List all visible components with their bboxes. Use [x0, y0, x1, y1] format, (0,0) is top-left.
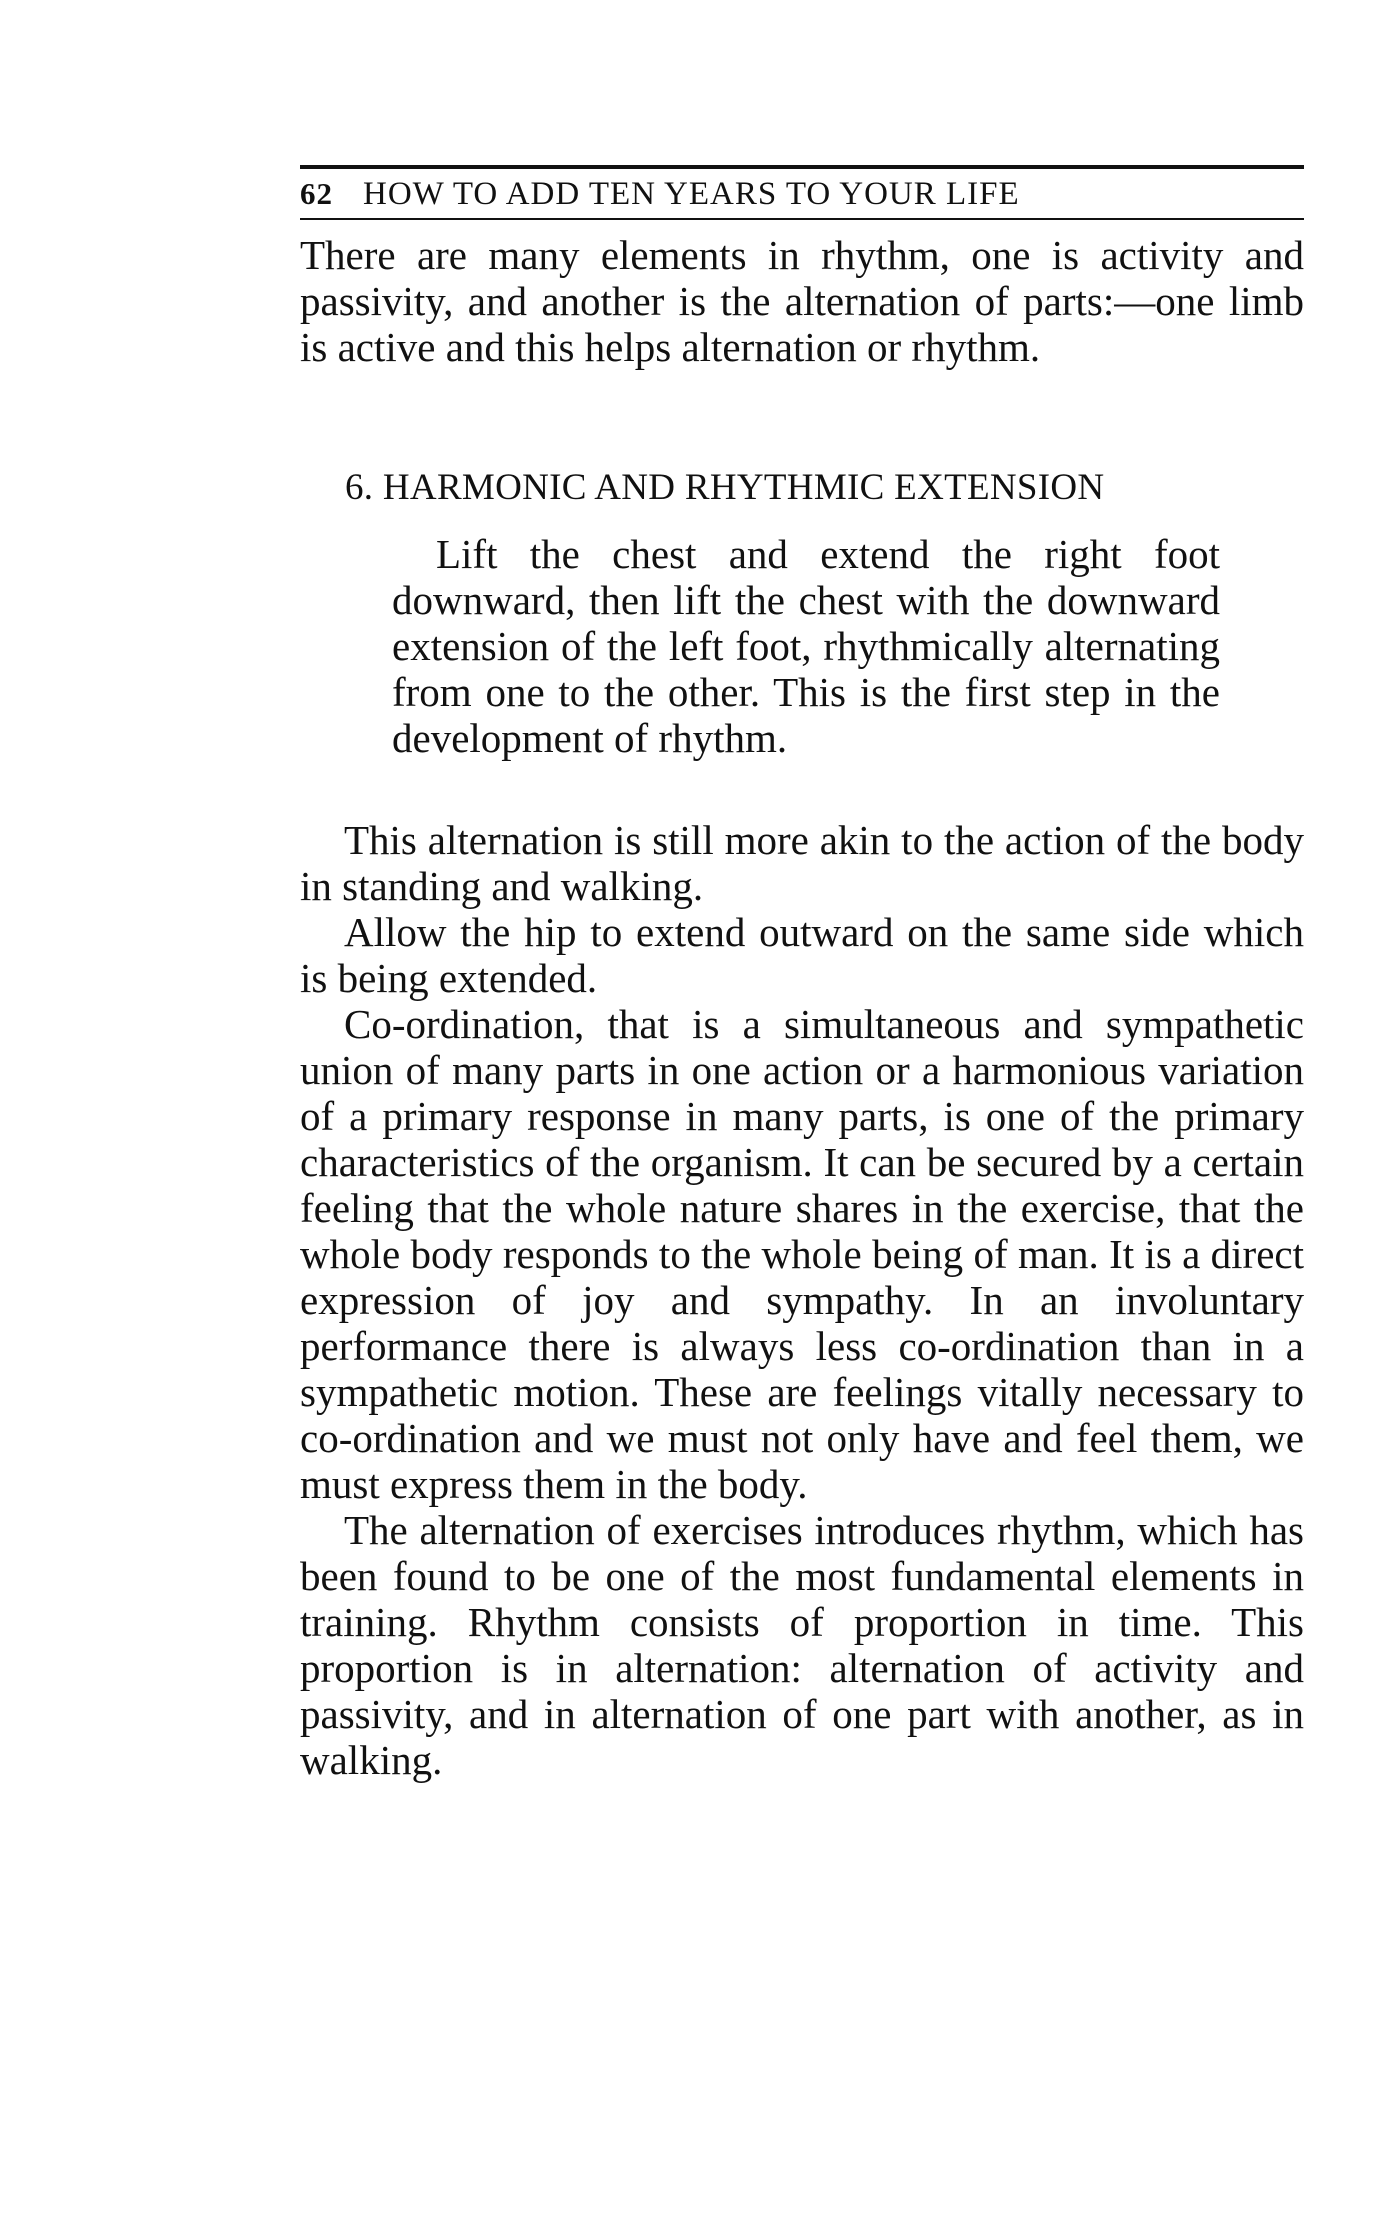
main-text: [300, 817, 1304, 1783]
intro-paragraph: There are many elements in rhythm, one is activity and passivity, and another is the alternation of parts:—one limb is active and this helps alternation or rhythm.: [300, 232, 1304, 370]
running-title: HOW TO ADD TEN YEARS TO YOUR LIFE: [363, 176, 1020, 212]
paragraph-rhythm: The alternation of exercises introduces rhythm, which has been found to be one of the most fundamental elements in training. Rhythm consists of proportion in time. This proportion is in alternation: alternation of activity and passivity, and in alternation of one part with another, as in walking.: [300, 1507, 1304, 1783]
exercise-instruction: Lift the chest and extend the right foot downward, then lift the chest with the downward extension of the left foot, rhythmically alternating from one to the other. This is the first step in the development of rhythm.: [392, 531, 1220, 761]
intro-block: [300, 232, 1304, 370]
section-heading: 6. HARMONIC AND RHYTHMIC EXTENSION: [345, 467, 1105, 508]
paragraph-hip: Allow the hip to extend outward on the same side which is being extended.: [300, 909, 1304, 1001]
paragraph-coordination: Co-ordination, that is a simultaneous and sympathetic union of many parts in one action or a harmonious variation of a primary response in many parts, is one of the primary characteristics of the organism. It can be secured by a certain feeling that the whole nature shares in the exercise, that the whole body responds to the whole being of man. It is a direct expression of joy and sympathy. In an involuntary performance there is always less co-ordination than in a sympathetic motion. These are feelings vitally necessary to co-ordination and we must not only have and feel them, we must express them in the body.: [300, 1001, 1304, 1507]
header-top-rule: [300, 165, 1304, 169]
running-head: [300, 172, 1304, 216]
header-bottom-rule: [300, 218, 1304, 220]
paragraph-alternation: This alternation is still more akin to the action of the body in standing and walking.: [300, 817, 1304, 909]
page-number: 62: [300, 176, 333, 211]
